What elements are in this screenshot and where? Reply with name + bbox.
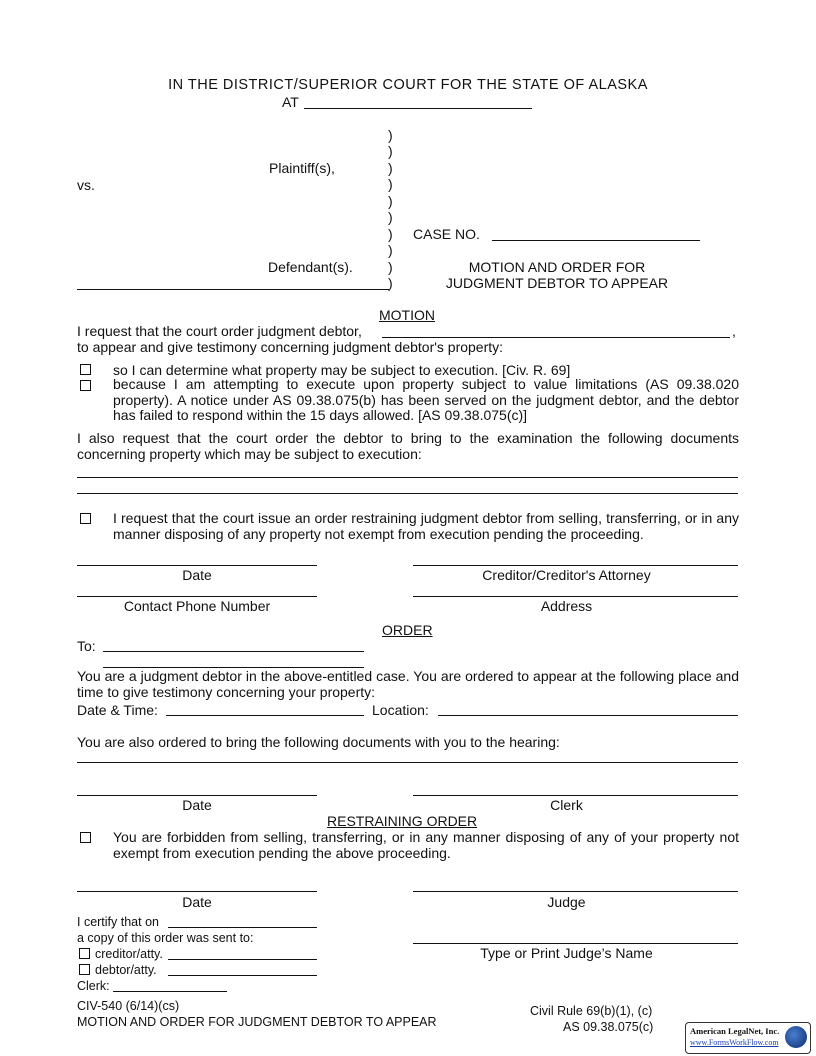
creditor-checkbox[interactable] [79, 948, 90, 959]
order-paragraph: You are a judgment debtor in the above-entitled case. You are ordered to appear at the following place and time to give testimony concerning your property: [77, 668, 739, 700]
globe-icon [785, 1026, 807, 1048]
creditor-signature-line[interactable] [413, 565, 738, 566]
documents-line-2[interactable] [77, 493, 738, 494]
form-id: CIV-540 (6/14)(cs) [77, 999, 180, 1013]
logo-url[interactable]: www.FormsWorkFlow.com [690, 1038, 779, 1047]
debtor-line[interactable] [168, 975, 317, 976]
debtor-name-line[interactable] [382, 337, 730, 338]
comma: , [732, 323, 736, 339]
plaintiff-label: Plaintiff(s), [269, 160, 335, 176]
phone-label: Contact Phone Number [123, 598, 271, 614]
defendant-line[interactable] [77, 289, 389, 290]
restraining-date-label: Date [182, 894, 212, 910]
option1-checkbox[interactable] [80, 364, 91, 375]
order-date-label: Date [182, 797, 212, 813]
creditor-signature-label: Creditor/Creditor's Attorney [482, 567, 651, 583]
motion-request-line2: to appear and give testimony concerning judgment debtor's property: [77, 339, 504, 355]
judge-name-line[interactable] [413, 943, 738, 944]
order-heading: ORDER [382, 622, 433, 638]
clerk-signature-label: Clerk [550, 797, 583, 813]
caption-title-2: JUDGMENT DEBTOR TO APPEAR [445, 275, 669, 291]
motion-heading: MOTION [379, 307, 435, 323]
debtor-label: debtor/atty. [95, 963, 157, 977]
restrain-request-checkbox[interactable] [80, 513, 91, 524]
caption-title-1: MOTION AND ORDER FOR [468, 259, 646, 275]
clerk-signature-line[interactable] [413, 795, 738, 796]
at-label: AT [282, 94, 299, 110]
restraining-text: You are forbidden from selling, transferring, or in any manner disposing of any of your property not exempt from execution pending the above proceeding. [113, 829, 739, 861]
order-documents-line[interactable] [77, 762, 738, 763]
court-header: IN THE DISTRICT/SUPERIOR COURT FOR THE STATE OF ALASKA [168, 77, 648, 93]
documents-line-1[interactable] [77, 477, 738, 478]
clerk-cert-line[interactable] [113, 991, 227, 992]
bring-documents-text: You are also ordered to bring the following documents with you to the hearing: [77, 734, 560, 750]
judge-name-label: Type or Print Judge’s Name [480, 945, 653, 961]
case-no-line[interactable] [492, 240, 700, 241]
creditor-label: creditor/atty. [95, 947, 163, 961]
restraining-date-line[interactable] [77, 891, 317, 892]
motion-request-line1: I request that the court order judgment debtor, [77, 323, 362, 339]
address-line[interactable] [413, 596, 738, 597]
option2-text: because I am attempting to execute upon property subject to value limitations (AS 09.38.020 property). A notice under AS 09.38.075(b) has been served on the judgment debtor, and the debtor has failed to respond within the 15 days allowed. [AS 09.38.075(c)] [113, 376, 739, 423]
date-time-line[interactable] [166, 715, 364, 716]
address-label: Address [540, 598, 593, 614]
to-label: To: [77, 638, 96, 654]
legalnet-logo [685, 1022, 811, 1054]
vs-label: vs. [77, 177, 95, 193]
judge-signature-line[interactable] [413, 891, 738, 892]
at-line[interactable] [304, 108, 532, 109]
order-date-line[interactable] [77, 795, 317, 796]
debtor-checkbox[interactable] [79, 964, 90, 975]
restraining-heading: RESTRAINING ORDER [327, 813, 478, 829]
date-time-label: Date & Time: [77, 702, 158, 718]
copy-sent-label: a copy of this order was sent to: [77, 931, 254, 945]
defendant-label: Defendant(s). [268, 259, 353, 275]
certify-label: I certify that on [77, 915, 159, 929]
restrain-request-text: I request that the court issue an order restraining judgment debtor from selling, transferring, or in any manner disposing of any property not exempt from execution pending the proceeding. [113, 510, 739, 542]
phone-line[interactable] [77, 596, 317, 597]
case-no-label: CASE NO. [413, 226, 480, 242]
judge-signature-label: Judge [547, 894, 586, 910]
to-line-1[interactable] [103, 651, 364, 652]
creditor-line[interactable] [168, 959, 317, 960]
as-rule: AS 09.38.075(c) [563, 1020, 654, 1034]
option1-text: so I can determine what property may be subject to execution. [Civ. R. 69] [113, 362, 571, 378]
location-line[interactable] [438, 715, 738, 716]
form-title: MOTION AND ORDER FOR JUDGMENT DEBTOR TO APPEAR [77, 1015, 437, 1029]
certify-date-line[interactable] [168, 927, 317, 928]
civil-rule: Civil Rule 69(b)(1), (c) [530, 1004, 653, 1018]
option2-checkbox[interactable] [80, 380, 91, 391]
documents-request: I also request that the court order the debtor to bring to the examination the following documents concerning property which may be subject to execution: [77, 430, 739, 462]
logo-name: American LegalNet, Inc. [690, 1026, 780, 1036]
clerk-label: Clerk: [77, 979, 110, 993]
location-label: Location: [372, 702, 429, 718]
restraining-checkbox[interactable] [80, 832, 91, 843]
motion-date-label: Date [182, 567, 212, 583]
motion-date-line[interactable] [77, 565, 317, 566]
